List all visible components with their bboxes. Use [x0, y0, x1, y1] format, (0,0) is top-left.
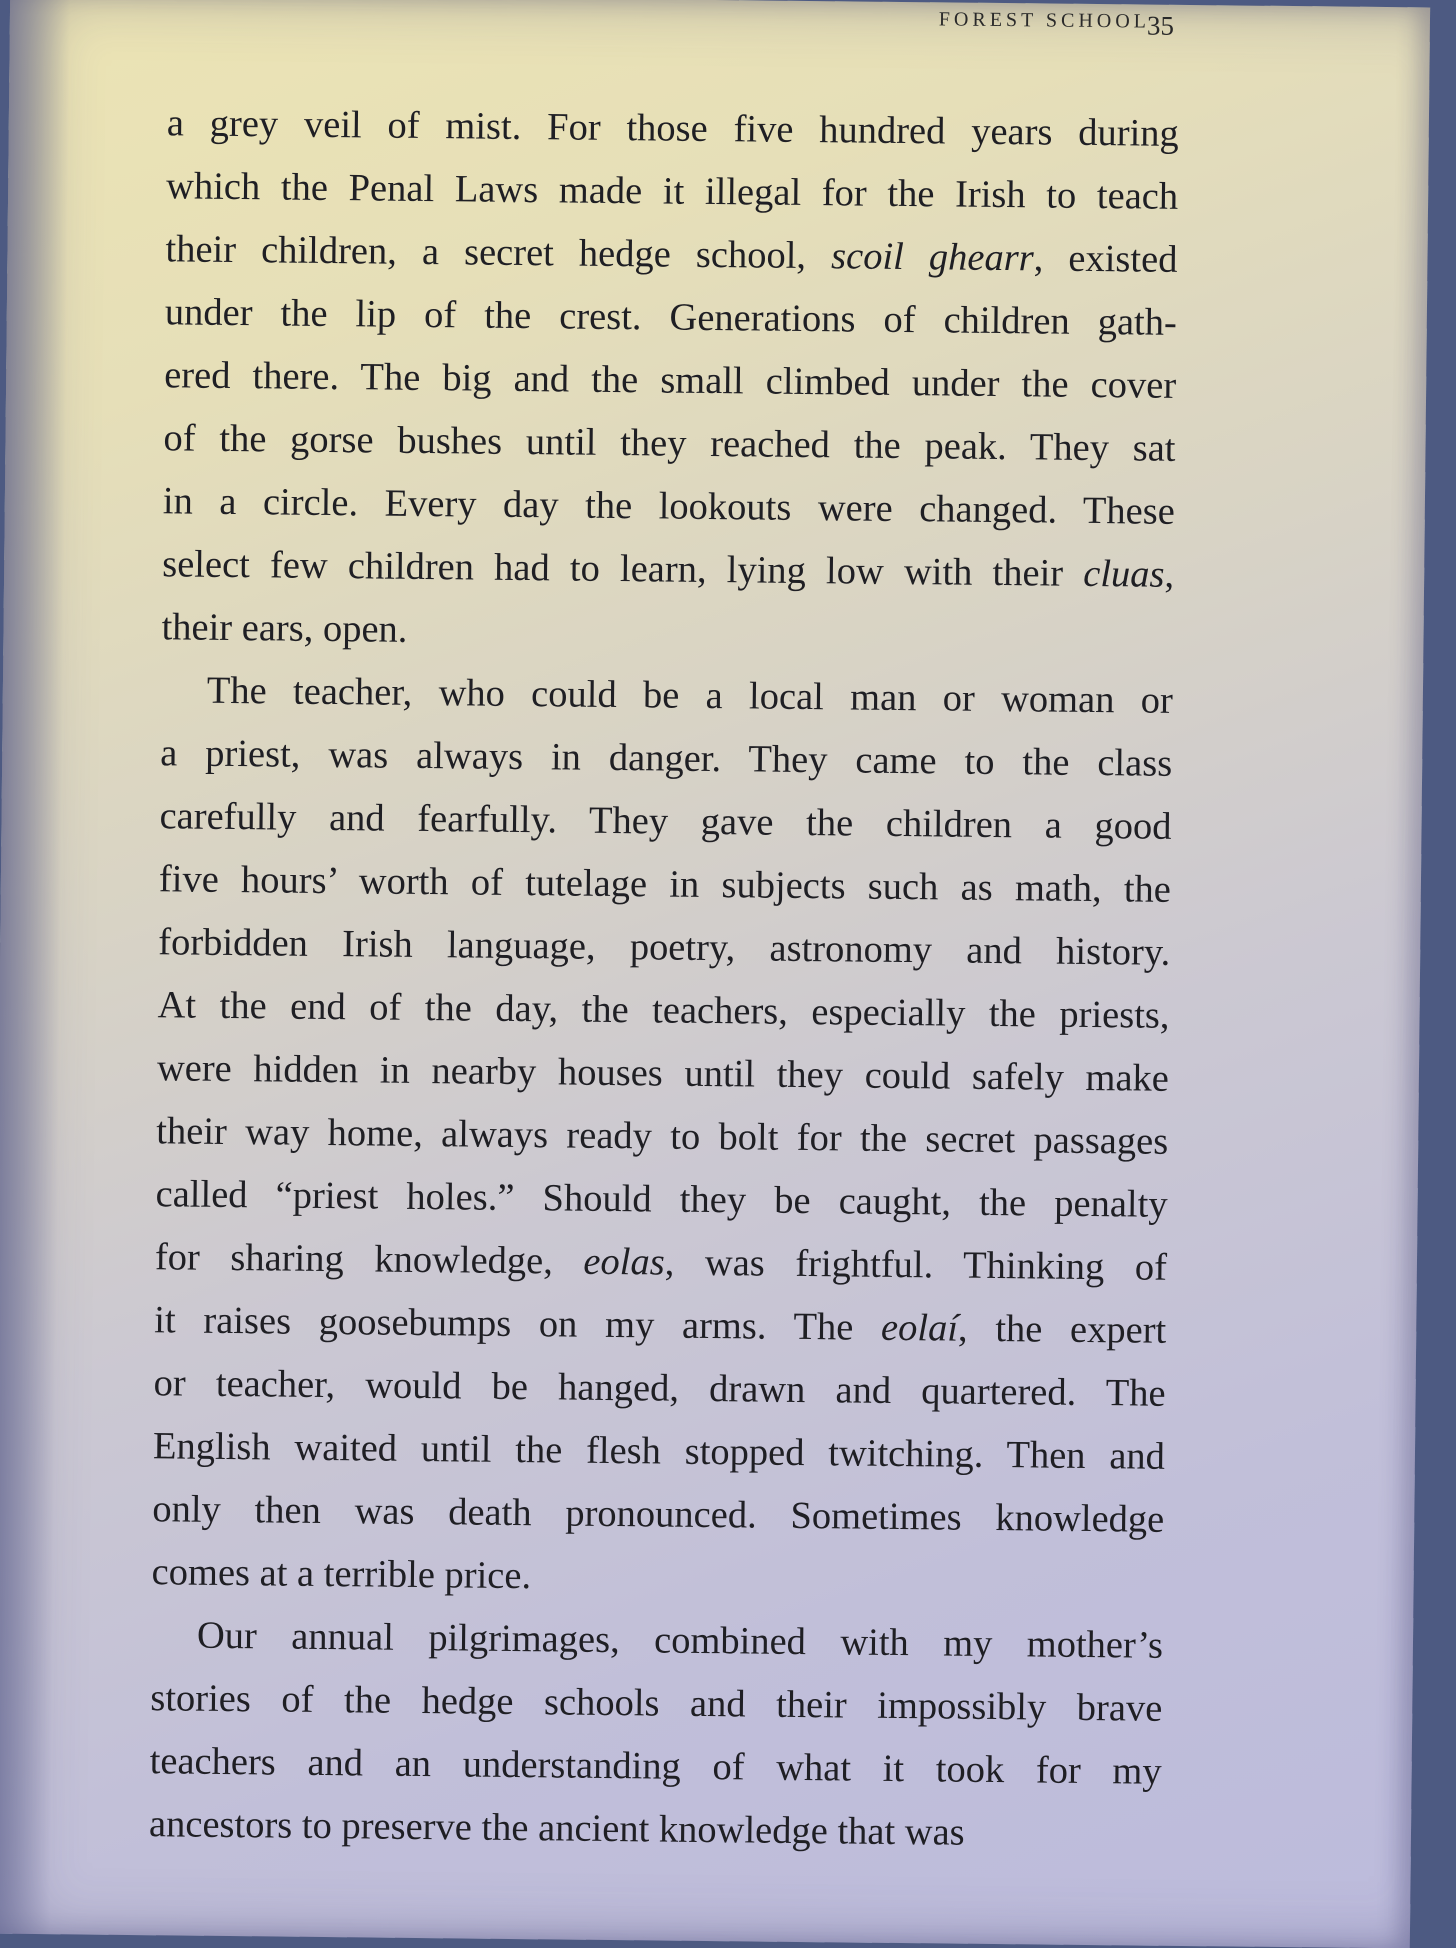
- italic-term: cluas: [1083, 552, 1165, 596]
- text-segment: The teacher, who could be a local man or woman or: [206, 669, 1174, 722]
- text-segment: teachers and an understanding of what it took for my: [149, 1740, 1162, 1793]
- text-segment: called “priest holes.” Should they be caught, the penalty: [155, 1173, 1168, 1226]
- text-line: [151, 1541, 1164, 1615]
- text-segment: English waited until the flesh stopped twitching. Then and: [152, 1425, 1166, 1478]
- text-segment: comes at a terrible price.: [151, 1551, 532, 1598]
- italic-term: scoil ghearr: [830, 235, 1034, 280]
- text-line: [160, 722, 1173, 796]
- text-segment: carefully and fearfully. They gave the children a good: [159, 795, 1172, 848]
- text-line: [165, 281, 1178, 355]
- paragraph: [149, 1604, 1164, 1867]
- text-segment: , the expert: [957, 1307, 1167, 1352]
- text-segment: forbidden Irish language, poetry, astronomy and history.: [158, 921, 1171, 974]
- paragraph: [151, 659, 1173, 1615]
- text-segment: or teacher, would be hanged, drawn and quartered. The: [153, 1362, 1166, 1415]
- text-line: [154, 1289, 1167, 1363]
- text-segment: ,: [1164, 553, 1175, 596]
- text-line: [164, 344, 1177, 418]
- text-segment: stories of the hedge schools and their impossibly brave: [150, 1677, 1163, 1730]
- text-segment: only then was death pronounced. Sometimes knowledge: [152, 1488, 1165, 1541]
- text-line: [150, 1667, 1163, 1741]
- text-segment: under the lip of the crest. Generations of children gath-: [164, 291, 1178, 344]
- paragraph: [161, 92, 1179, 670]
- text-line: [156, 1100, 1169, 1174]
- gutter-shadow: [0, 0, 70, 1934]
- text-line: [152, 1478, 1165, 1552]
- text-segment: Our annual pilgrimages, combined with my mother’s: [196, 1614, 1164, 1667]
- text-segment: their way home, always ready to bolt for the secret passages: [156, 1110, 1169, 1163]
- text-line: [162, 533, 1175, 607]
- text-segment: their ears, open.: [161, 606, 408, 651]
- text-line: [155, 1226, 1168, 1300]
- text-segment: , was frightful. Thinking of: [664, 1241, 1168, 1289]
- text-line: [149, 1730, 1162, 1804]
- text-line: [157, 1037, 1170, 1111]
- text-line: [167, 92, 1180, 166]
- text-segment: were hidden in nearby houses until they could safely make: [156, 1047, 1170, 1100]
- text-segment: ered there. The big and the small climbed under the cover: [163, 354, 1177, 407]
- text-line: [161, 596, 1174, 670]
- text-line: [159, 848, 1172, 922]
- italic-term: eolas: [583, 1240, 665, 1284]
- page-number: 35: [1146, 10, 1175, 41]
- text-line: [165, 218, 1178, 292]
- text-segment: it raises goosebumps on my arms. The: [154, 1299, 882, 1349]
- running-head: FOREST SCHOOL: [938, 8, 1151, 33]
- text-line: [153, 1352, 1166, 1426]
- body-text: [149, 92, 1179, 1867]
- text-line: [153, 1415, 1166, 1489]
- text-line: [166, 155, 1179, 229]
- text-segment: ancestors to preserve the ancient knowledge that was: [148, 1803, 965, 1854]
- text-segment: for sharing knowledge,: [154, 1236, 584, 1283]
- text-segment: their children, a secret hedge school,: [165, 228, 832, 278]
- text-segment: five hours’ worth of tutelage in subjects such as math, the: [158, 858, 1172, 911]
- text-line: [159, 785, 1172, 859]
- text-line: [161, 659, 1174, 733]
- italic-term: eolaí: [880, 1306, 959, 1350]
- text-segment: select few children had to learn, lying low with their: [162, 543, 1084, 595]
- text-line: [163, 407, 1176, 481]
- text-line: [157, 974, 1170, 1048]
- text-segment: At the end of the day, the teachers, especially the priests,: [157, 984, 1170, 1037]
- text-segment: a grey veil of mist. For those five hundred years during: [166, 102, 1180, 155]
- text-segment: a priest, was always in danger. They came to the class: [160, 732, 1173, 785]
- text-line: [149, 1793, 1162, 1867]
- text-line: [163, 470, 1176, 544]
- text-line: [158, 911, 1171, 985]
- text-segment: in a circle. Every day the lookouts were changed. These: [162, 480, 1176, 533]
- text-line: [151, 1604, 1164, 1678]
- text-segment: , existed: [1033, 237, 1178, 281]
- text-segment: which the Penal Laws made it illegal for the Irish to teach: [165, 165, 1179, 218]
- text-line: [155, 1163, 1168, 1237]
- text-segment: of the gorse bushes until they reached the peak. They sat: [163, 417, 1176, 470]
